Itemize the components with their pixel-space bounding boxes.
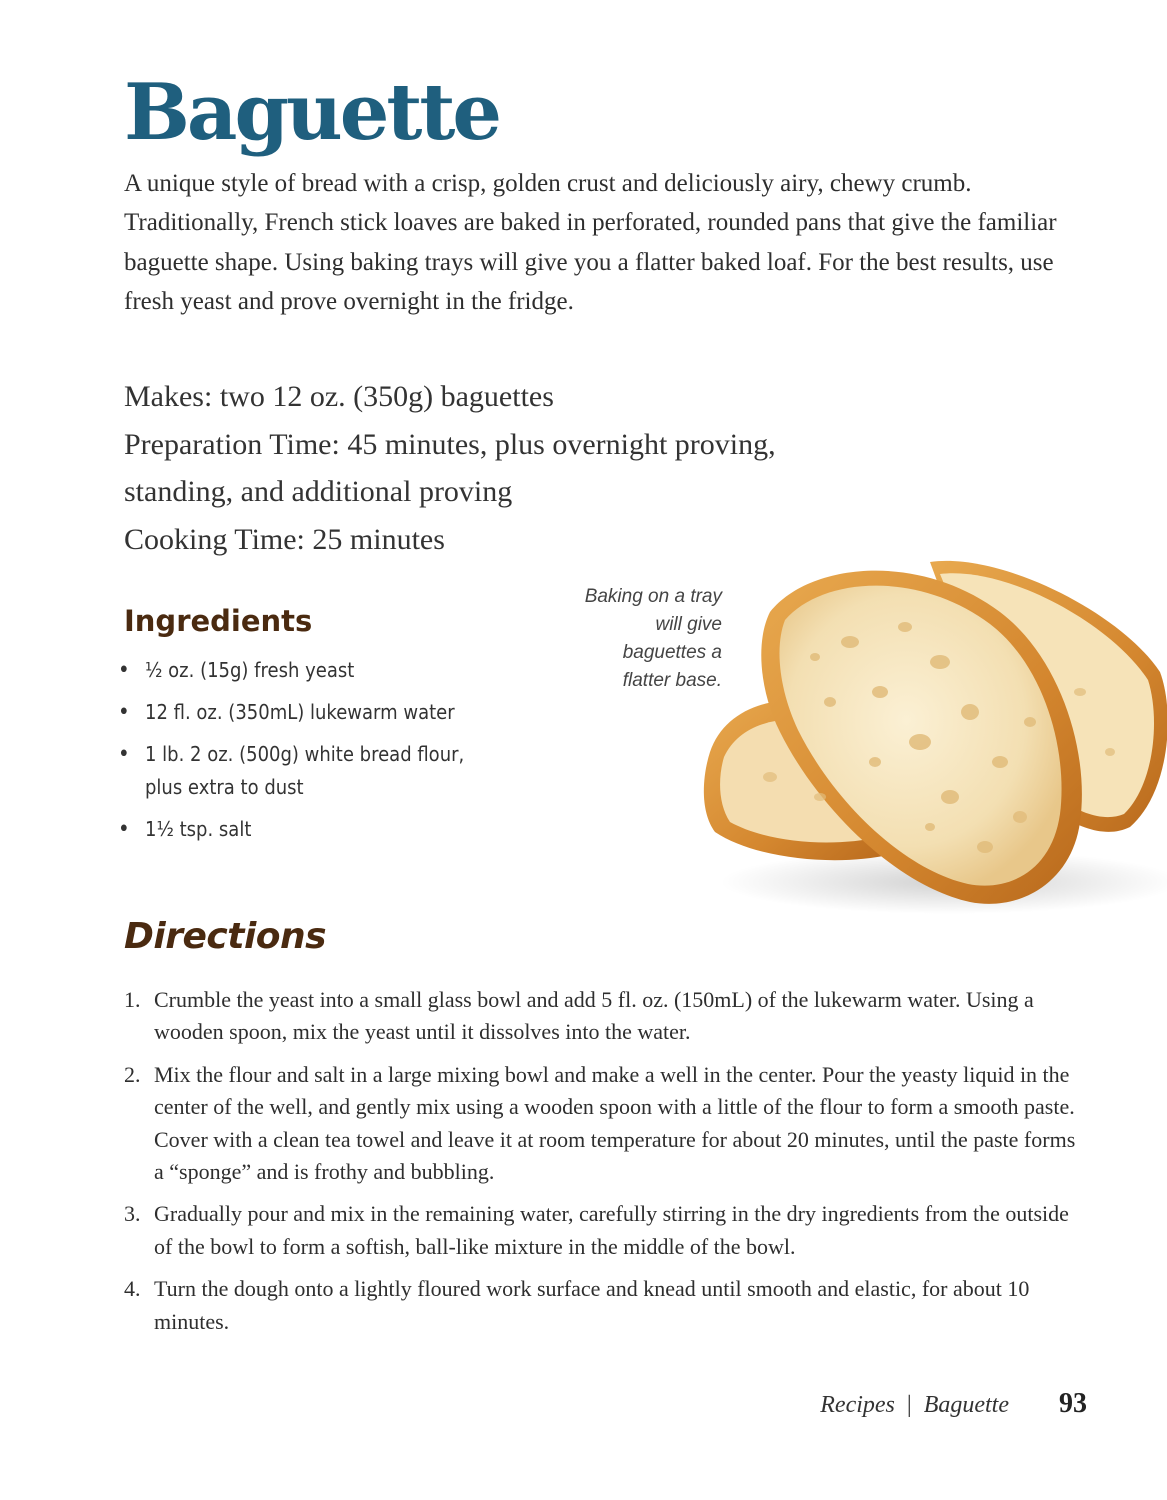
direction-step	[124, 1059, 1084, 1189]
directions-heading: Directions	[124, 916, 327, 957]
direction-step	[124, 1273, 1084, 1338]
bread-slices-photo	[700, 552, 1167, 917]
recipe-meta	[124, 373, 884, 563]
prep-time-line: Preparation Time: 45 minutes, plus overnight proving, standing, and additional proving	[124, 427, 776, 508]
ingredient-item: • ½ oz. (15g) fresh yeast	[118, 654, 478, 687]
directions-list	[124, 984, 1084, 1348]
makes-line: Makes: two 12 oz. (350g) baguettes	[124, 380, 554, 413]
step-text: Mix the flour and salt in a large mixing bowl and make a well in the center. Pour the yeasty liquid in the center of the well, and gently mix using a wooden spoon with a little of the flour to form a smooth paste. Cover with a clean tea towel and leave it at room temperature for about 20 minutes, until the paste forms a “sponge” and is frothy and bubbling.	[154, 1061, 1076, 1185]
step-text: Turn the dough onto a lightly floured work surface and knead until smooth and elastic, for about 10 minutes.	[154, 1276, 1030, 1334]
ingredients-heading: Ingredients	[124, 604, 313, 638]
step-number: 3.	[124, 1201, 141, 1227]
step-number: 2.	[124, 1061, 141, 1087]
ingredient-item: • 1½ tsp. salt	[118, 813, 478, 846]
photo-caption: Baking on a tray will give baguettes a flatter base.	[584, 586, 722, 691]
recipe-intro: A unique style of bread with a crisp, golden crust and deliciously airy, chewy crumb. Traditionally, French stick loaves are baked in perforated, rounded pans that give the familiar baguette shape. Using baking trays will give you a flatter baked loaf. For the best results, use fresh yeast and prove overnight in the fridge.	[124, 170, 1057, 315]
ingredient-item: • 12 fl. oz. (350mL) lukewarm water	[118, 696, 478, 729]
step-number: 1.	[124, 987, 141, 1012]
direction-step	[124, 1198, 1084, 1263]
step-text: Gradually pour and mix in the remaining water, carefully stirring in the dry ingredients from the outside of the bowl to form a softish, ball-like mixture in the middle of the bowl.	[154, 1201, 1069, 1259]
cook-time-line: Cooking Time: 25 minutes	[124, 522, 445, 556]
page-number: 93	[1059, 1388, 1087, 1419]
page-footer	[820, 1388, 1087, 1420]
step-text: Crumble the yeast into a small glass bowl and add 5 fl. oz. (150mL) of the lukewarm water. Using a wooden spoon, mix the yeast until it dissolves into the water.	[154, 987, 1034, 1045]
ingredients-list	[118, 654, 478, 855]
ingredient-item: • 1 lb. 2 oz. (500g) white bread flour, plus extra to dust	[118, 738, 478, 804]
footer-separator: |	[906, 1392, 912, 1418]
page-title: Baguette	[124, 67, 500, 158]
direction-step	[124, 984, 1084, 1049]
footer-section: Recipes	[820, 1392, 895, 1418]
footer-topic: Baguette	[923, 1392, 1009, 1418]
step-number: 4.	[124, 1276, 141, 1302]
